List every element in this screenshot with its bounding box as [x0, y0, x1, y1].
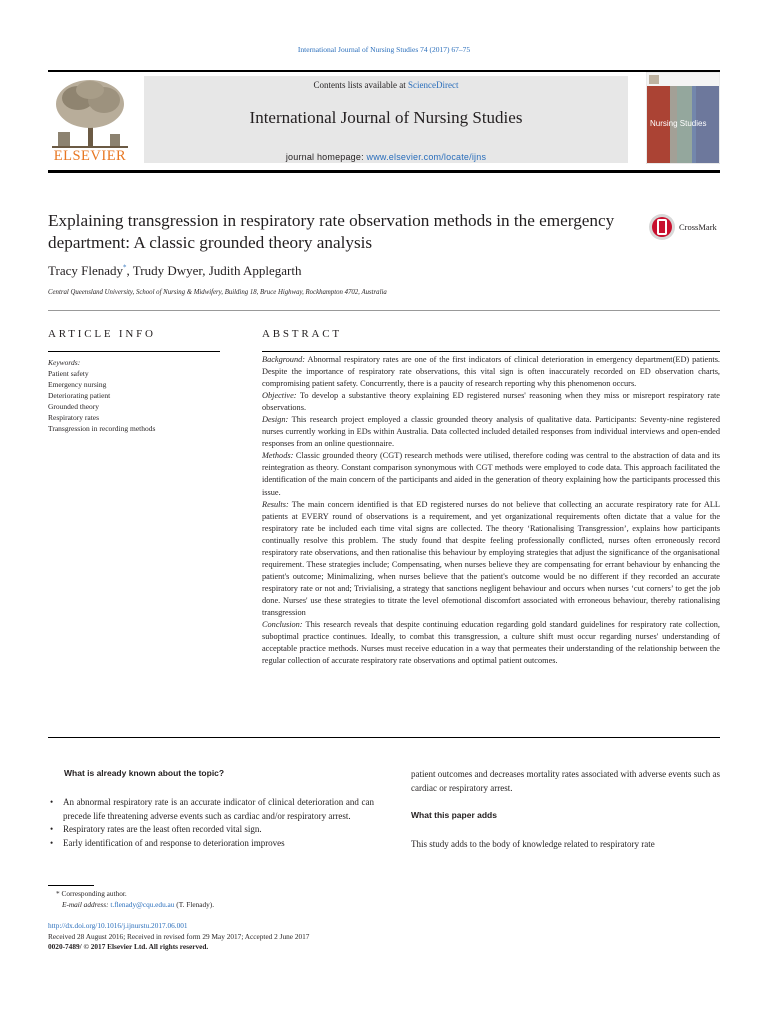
keywords-list	[48, 357, 155, 434]
abstract-label: Objective:	[262, 391, 297, 401]
email-suffix: (T. Flenady).	[174, 900, 215, 909]
journal-cover-image[interactable]	[646, 72, 720, 164]
adds-heading: What this paper adds	[411, 810, 497, 820]
abstract-text: This research project employed a classic grounded theory analysis of qualitative data. Participants: Seventy-nine registered nurses currently working in EDs within Australia. Data collected included detailed responses from individual interviews and open-ended responses from an online questionnaire.	[262, 415, 720, 449]
abstract-objective	[262, 390, 720, 414]
corresponding-author-marker[interactable]: *	[123, 263, 127, 272]
keyword: Respiratory rates	[48, 413, 100, 422]
abstract-label: Conclusion:	[262, 620, 303, 630]
publisher-wordmark: ELSEVIER	[53, 148, 127, 164]
publication-info	[48, 921, 309, 953]
crossmark-label: CrossMark	[679, 222, 717, 232]
keywords-label: Keywords:	[48, 358, 81, 367]
keyword: Patient safety	[48, 369, 89, 378]
author-name[interactable]: Trudy Dwyer	[132, 263, 203, 278]
list-item: • An abnormal respiratory rate is an accurate indicator of clinical deterioration and can precede life threatening adverse events such as cardiac and/or respiratory arrest.	[48, 796, 374, 823]
abstract-label: Methods:	[262, 451, 294, 461]
sciencedirect-link[interactable]: ScienceDirect	[408, 80, 459, 90]
abstract-design	[262, 414, 720, 450]
cover-title: Nursing Studies	[650, 119, 707, 128]
article-info-rule	[48, 351, 220, 352]
journal-name: International Journal of Nursing Studies	[249, 108, 523, 127]
author-list	[48, 263, 301, 279]
known-bullet-list	[48, 796, 374, 850]
abstract-bottom-rule	[48, 737, 720, 738]
contents-prefix: Contents lists available at	[313, 80, 408, 90]
crossmark-badge[interactable]	[648, 213, 728, 241]
author-name[interactable]: Tracy Flenady	[48, 263, 123, 278]
article-info-heading: ARTICLE INFO	[48, 328, 156, 340]
journal-citation[interactable]: International Journal of Nursing Studies 74 (2017) 67–75	[297, 45, 471, 54]
abstract-rule	[262, 351, 720, 352]
received-dates: Received 28 August 2016; Received in revised form 29 May 2017; Accepted 2 June 2017	[48, 931, 310, 941]
author-separator: ,	[126, 263, 133, 278]
abstract-label: Background:	[262, 355, 306, 364]
copyright: 0020-7489/ © 2017 Elsevier Ltd. All rights reserved.	[48, 942, 209, 951]
list-item: • Early identification of and response to deterioration improves	[48, 837, 374, 851]
footnote-rule	[48, 885, 94, 886]
header-top-rule	[48, 70, 720, 72]
known-heading: What is already known about the topic?	[64, 768, 225, 778]
keyword: Emergency nursing	[48, 380, 107, 389]
journal-homepage	[144, 152, 628, 162]
title-divider	[48, 310, 720, 311]
article-title: Explaining transgression in respiratory rate observation methods in the emergency department: A classic grounded theory analysis	[48, 211, 615, 252]
abstract-text: The main concern identified is that ED registered nurses do not believe that collecting an accurate respiratory rate for ALL patients at EVERY round of observations is a requirement, and yet organizational requirements often dictate that a value for the respiratory rate be included each time vital signs are collected. The theory ‘Rationalising Transgression’, explains how participants continually resolve this problem. The study found that despite feeling professionally conflicted, nurses often erroneously record respiratory rate observations, and then rationalise this behaviour by employing strategies that adjust the significance of the organisational requirement. These strategies include; Compensating, when nurses believe they are compensating for errant behaviour by enhancing the patient's outcome; Minimalizing, when nurses believe that the patient's outcome would be no different if they recorded an accurate respiratory rate or not and; Trivialising, a strategy that sanctions negligent behaviour and occurs when nurses ‘cut corners’ to get the job done. Nurses' use these strategies to titrate the level ofemotional discomfort associated with erroneous behaviour, thereby rationalising transgression	[262, 499, 720, 617]
email-link[interactable]: t.flenady@cqu.edu.au	[110, 900, 175, 909]
email-note	[48, 899, 214, 910]
corresponding-note: * Corresponding author.	[56, 889, 127, 898]
keyword: Transgression in recording methods	[48, 424, 156, 433]
crossmark-icon	[648, 213, 676, 241]
homepage-prefix: journal homepage:	[285, 152, 367, 162]
abstract-label: Results:	[262, 499, 289, 509]
keyword: Grounded theory	[48, 402, 100, 411]
abstract-conclusion	[262, 619, 720, 667]
author-separator: ,	[202, 263, 209, 278]
abstract-text: Classic grounded theory (CGT) research methods were utilised, therefore coding was central to the abstraction of data and its reintegration as theory. Constant comparison synonymous with CGT methods were employed to code data. This approach facilitated the identification of the main concern of the participants and aided in the generation of theory explaining how the participants processed this issue.	[262, 451, 720, 497]
elsevier-logo[interactable]	[48, 76, 132, 164]
adds-text: This study adds to the body of knowledge related to respiratory rate	[411, 839, 655, 849]
homepage-link[interactable]: www.elsevier.com/locate/ijns	[366, 152, 487, 162]
abstract-text: This research reveals that despite continuing education regarding gold standard guidelines for respiratory rate collection, suboptimal practice continues. Ideally, to combat this transgression, a culture shift must occur regarding nurses' understanding of acceptable practice methods. Nurses must receive education in a way that permeates their understanding of the relationship between the regular collection of accurate respiratory rate observations and optimal patient outcomes.	[262, 620, 720, 666]
author-name[interactable]: Judith Applegarth	[208, 263, 302, 278]
abstract-body	[262, 354, 720, 667]
list-item: • Respiratory rates are the least often recorded vital sign.	[48, 823, 374, 837]
right-column-continued: patient outcomes and decreases mortality rates associated with adverse events such as cardiac or respiratory arrest.	[411, 769, 720, 793]
contents-available	[144, 80, 628, 90]
header-bottom-rule	[48, 170, 720, 173]
abstract-heading: ABSTRACT	[262, 328, 342, 340]
doi-link[interactable]: http://dx.doi.org/10.1016/j.ijnurstu.2017.06.001	[48, 921, 188, 930]
footnote	[48, 888, 214, 910]
author-affiliation: Central Queensland University, School of Nursing & Midwifery, Building 18, Bruce Highway, Rockhampton 4702, Australia	[48, 289, 387, 296]
email-label: E-mail address:	[62, 900, 111, 909]
abstract-results	[262, 499, 720, 619]
abstract-text: To develop a substantive theory explaining ED registered nurses' reasoning when they miss or misreport respiratory rate observations.	[262, 391, 720, 413]
journal-cover-icon	[646, 72, 720, 164]
keyword: Deteriorating patient	[48, 391, 111, 400]
abstract-text: Abnormal respiratory rates are one of the first indicators of clinical deterioration in emergency department(ED) patients. Despite the importance of respiratory rate observations, this vital sign is often inaccurately recorded on ED observation charts, compromising patient safety. Concurrently, there is a paucity of research reporting why this phenomenon occurs.	[262, 355, 720, 389]
abstract-methods	[262, 450, 720, 498]
abstract-label: Design:	[262, 415, 289, 425]
abstract-background	[262, 354, 720, 390]
